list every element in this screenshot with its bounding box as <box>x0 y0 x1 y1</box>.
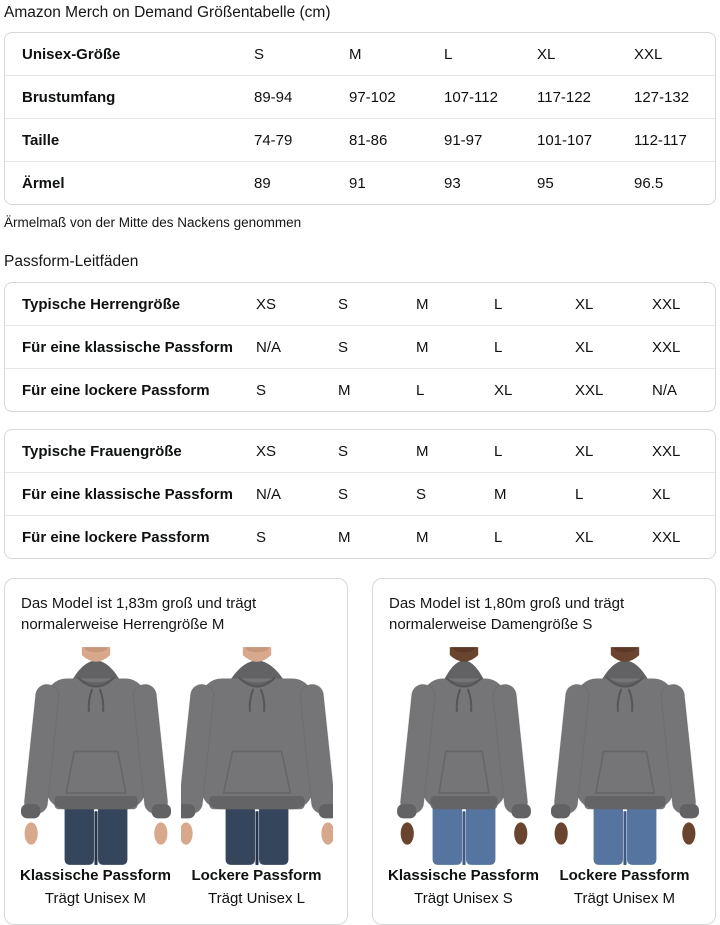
female-classic-fit-figure <box>383 647 544 910</box>
row-value: 101-107 <box>537 131 593 149</box>
row-value: S <box>256 381 267 399</box>
row-value: L <box>416 381 425 399</box>
row-value: XXL <box>575 381 604 399</box>
row-value: N/A <box>256 485 282 503</box>
page-title: Amazon Merch on Demand Größentabelle (cm) <box>4 4 331 21</box>
row-value: 91-97 <box>444 131 483 149</box>
row-value: 117-122 <box>537 88 591 106</box>
row-label: Für eine klassische Passform <box>22 485 233 503</box>
table-row <box>5 33 715 75</box>
row-value: XL <box>494 381 513 399</box>
row-value: XL <box>575 442 594 460</box>
male-model-card <box>4 578 348 925</box>
fit-size-worn: Trägt Unisex M <box>573 890 676 907</box>
row-value: M <box>338 528 351 546</box>
female-classic-fit-photo <box>388 647 540 865</box>
row-value: M <box>349 45 362 63</box>
row-value: 93 <box>444 174 461 192</box>
row-value: XXL <box>652 295 681 313</box>
female-model-photos <box>383 647 705 910</box>
row-label: Taille <box>22 131 60 149</box>
female-model-card-title: Das Model ist 1,80m groß und trägt normalerweise Damengröße S <box>389 595 625 633</box>
male-loose-fit-photo <box>181 647 333 865</box>
row-label: Unisex-Größe <box>22 45 121 63</box>
row-value: L <box>575 485 584 503</box>
row-label: Für eine lockere Passform <box>22 528 210 546</box>
female-classic-fit-caption <box>383 865 544 910</box>
fit-guides-title: Passform-Leitfäden <box>4 253 139 270</box>
row-label: Für eine klassische Passform <box>22 338 233 356</box>
row-value: M <box>416 295 429 313</box>
fit-caption: Klassische Passform <box>388 867 539 884</box>
male-classic-fit-caption <box>15 865 176 910</box>
row-value: XL <box>575 295 594 313</box>
table-row <box>5 118 715 161</box>
fit-caption: Lockere Passform <box>559 867 690 884</box>
table-row <box>5 472 715 515</box>
row-value: S <box>338 295 349 313</box>
table-row <box>5 75 715 118</box>
female-loose-fit-photo <box>549 647 701 865</box>
womens-fit-table <box>4 429 716 559</box>
row-value: L <box>494 295 503 313</box>
row-label: Ärmel <box>22 174 65 192</box>
table-row <box>5 325 715 368</box>
row-value: N/A <box>652 381 678 399</box>
row-value: 107-112 <box>444 88 498 106</box>
male-classic-fit-figure <box>15 647 176 910</box>
row-value: S <box>416 485 427 503</box>
male-classic-fit-photo <box>20 647 172 865</box>
fit-size-worn: Trägt Unisex L <box>208 890 305 907</box>
row-value: XS <box>256 295 277 313</box>
row-value: 96.5 <box>634 174 664 192</box>
row-value: M <box>494 485 507 503</box>
female-loose-fit-caption <box>544 865 705 910</box>
row-value: XXL <box>634 45 663 63</box>
table-row <box>5 368 715 411</box>
female-loose-fit-figure <box>544 647 705 910</box>
row-value: L <box>494 528 503 546</box>
table-row <box>5 161 715 204</box>
row-value: 97-102 <box>349 88 396 106</box>
unisex-size-table <box>4 32 716 205</box>
row-value: S <box>338 442 349 460</box>
row-label: Typische Frauengröße <box>22 442 182 460</box>
row-value: 127-132 <box>634 88 690 106</box>
table-row <box>5 283 715 325</box>
fit-size-worn: Trägt Unisex M <box>44 890 147 907</box>
row-value: XXL <box>652 442 681 460</box>
male-loose-fit-caption <box>176 865 337 910</box>
row-value: XL <box>652 485 671 503</box>
row-value: 95 <box>537 174 554 192</box>
row-value: 74-79 <box>254 131 293 149</box>
row-value: M <box>416 442 429 460</box>
model-cards <box>4 578 716 925</box>
table-row <box>5 515 715 558</box>
row-value: XXL <box>652 338 681 356</box>
row-value: S <box>338 338 349 356</box>
row-value: S <box>254 45 265 63</box>
row-value: XL <box>575 528 594 546</box>
row-value: M <box>416 338 429 356</box>
row-value: N/A <box>256 338 282 356</box>
row-value: M <box>416 528 429 546</box>
male-model-photos <box>15 647 337 910</box>
row-value: M <box>338 381 351 399</box>
fit-caption: Klassische Passform <box>20 867 171 884</box>
row-label: Für eine lockere Passform <box>22 381 210 399</box>
row-value: L <box>494 442 503 460</box>
row-value: S <box>338 485 349 503</box>
row-value: L <box>444 45 453 63</box>
fit-caption: Lockere Passform <box>191 867 322 884</box>
row-value: XL <box>537 45 556 63</box>
row-value: L <box>494 338 503 356</box>
row-value: XL <box>575 338 594 356</box>
row-value: 89-94 <box>254 88 293 106</box>
row-value: XXL <box>652 528 681 546</box>
mens-fit-table <box>4 282 716 412</box>
row-value: 112-117 <box>634 131 687 149</box>
male-model-card-title: Das Model ist 1,83m groß und trägt normalerweise Herrengröße M <box>21 595 257 633</box>
sleeve-measurement-note: Ärmelmaß von der Mitte des Nackens genommen <box>4 215 302 230</box>
fit-size-worn: Trägt Unisex S <box>414 890 513 907</box>
table-row <box>5 430 715 472</box>
row-value: 81-86 <box>349 131 388 149</box>
row-value: XS <box>256 442 277 460</box>
row-label: Typische Herrengröße <box>22 295 181 313</box>
row-value: 89 <box>254 174 271 192</box>
row-value: 91 <box>349 174 366 192</box>
male-loose-fit-figure <box>176 647 337 910</box>
female-model-card <box>372 578 716 925</box>
row-value: S <box>256 528 267 546</box>
row-label: Brustumfang <box>22 88 116 106</box>
